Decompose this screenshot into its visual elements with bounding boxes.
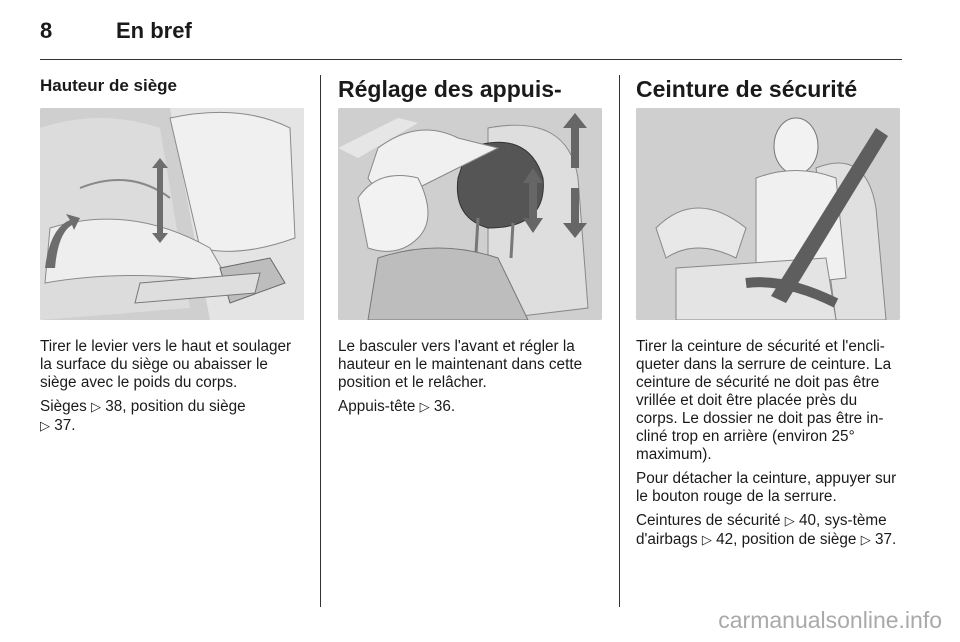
reference-text bbox=[636, 512, 902, 550]
page-number: 8 bbox=[40, 18, 53, 43]
reference-text bbox=[338, 398, 602, 417]
body-text-2: Pour détacher la ceinture, appuyer sur le bouton rouge de la serrure. bbox=[636, 470, 897, 505]
section-heading: Ceinture de sécurité bbox=[636, 76, 858, 102]
head-restraint-illustration bbox=[338, 108, 602, 320]
ref-label: Appuis-tête bbox=[338, 398, 416, 415]
seat-belt-illustration bbox=[636, 108, 900, 320]
ref-value: 37. bbox=[874, 531, 897, 548]
ref-value: 38, position du siège bbox=[105, 398, 246, 415]
section-head-restraints bbox=[338, 72, 602, 417]
running-title: En bref bbox=[116, 18, 192, 43]
page-ref-arrow-icon: ▷ bbox=[784, 514, 795, 529]
page-ref-arrow-icon: ▷ bbox=[860, 533, 871, 548]
body-text: Le basculer vers l'avant et régler la hauteur en le maintenant dans cette position et le relâcher. bbox=[338, 338, 583, 391]
section-seat-belt bbox=[636, 72, 902, 550]
section-heading: Réglage des appuis- bbox=[338, 76, 562, 102]
section-seat-height bbox=[40, 72, 304, 436]
column-divider-1 bbox=[320, 75, 321, 607]
page-ref-arrow-icon: ▷ bbox=[419, 400, 430, 415]
body-text: Tirer la ceinture de sécurité et l'encli-queter dans la serrure de ceinture. La ceinture de sécurité ne doit pas être vrillée et doit être placée près du corps. Le dossier ne doit pas être in-cliné trop en arrière (environ 25° maximum). bbox=[636, 338, 892, 463]
watermark: carmanualsonline.info bbox=[718, 607, 942, 633]
ref-value: 36. bbox=[433, 398, 456, 415]
body-text: Tirer le levier vers le haut et soulager la surface du siège ou abaisser le siège avec le poids du corps. bbox=[40, 338, 292, 391]
ref-label: Ceintures de sécurité bbox=[636, 512, 781, 529]
seat-height-illustration bbox=[40, 108, 304, 320]
page-ref-arrow-icon: ▷ bbox=[701, 533, 712, 548]
page-ref-arrow-icon: ▷ bbox=[40, 419, 50, 434]
ref-label: Sièges bbox=[40, 398, 87, 415]
page-ref-arrow-icon: ▷ bbox=[91, 400, 102, 415]
section-heading: Hauteur de siège bbox=[40, 76, 177, 95]
header-rule bbox=[40, 59, 902, 60]
column-divider-2 bbox=[619, 75, 620, 607]
ref-value: 40, sys-tème d'airbags bbox=[636, 512, 887, 548]
ref-value: 42, position de siège bbox=[716, 531, 857, 548]
ref-value: 37. bbox=[54, 417, 76, 434]
page-header bbox=[0, 0, 960, 60]
reference-text bbox=[40, 398, 304, 436]
